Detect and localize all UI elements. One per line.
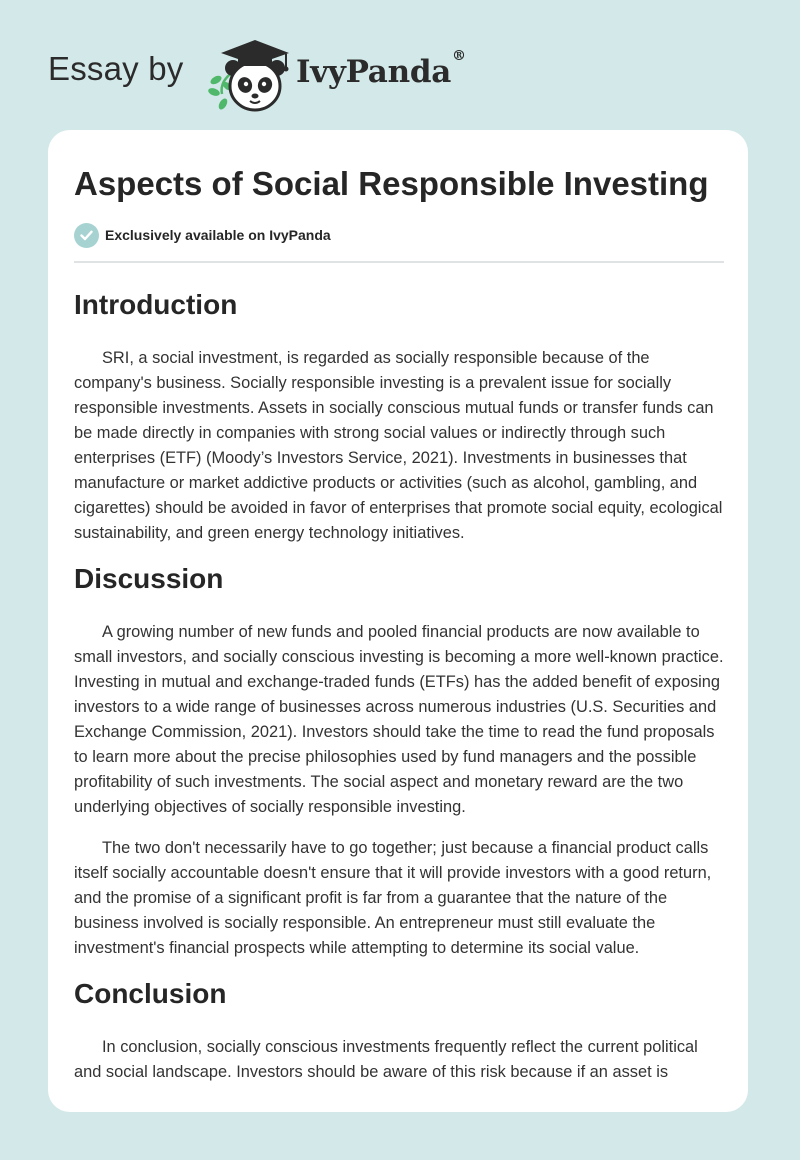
page-title: Aspects of Social Responsible Investing — [74, 165, 709, 202]
section-heading: Conclusion — [74, 978, 227, 1009]
essay-body — [74, 280, 724, 1085]
brand-name: IvyPanda® — [296, 48, 466, 90]
section-heading: Introduction — [74, 289, 238, 320]
section-discussion — [74, 558, 724, 961]
paragraph: The two don't necessarily have to go together; just because a financial product calls itself socially accountable doesn't ensure that it will provide investors with a good return, and the promise of a significant profit is far from a guarantee that the nature of the business involved is socially responsible. An entrepreneur must still evaluate the investment's financial prospects while attempting to determine its social value. — [74, 839, 712, 957]
paragraph: In conclusion, socially conscious investments frequently reflect the current political and social landscape. Investors should be aware of this risk because if an asset is — [74, 1038, 698, 1081]
essay-card — [48, 130, 748, 1112]
brand-prefix: Essay by — [48, 50, 184, 87]
paragraph: A growing number of new funds and pooled financial products are now available to small investors, and socially conscious investing is becoming a more well-known practice. Investing in mutual and exchange-traded funds (ETFs) has the added benefit of exposing investors to a wide range of businesses across numerous industries (U.S. Securities and Exchange Commission, 2021). Investors should take the time to read the fund proposals to learn more about the precise philosophies used by fund managers and the possible profitability of such investments. The social aspect and monetary reward are the two underlying objectives of socially responsible investing. — [74, 623, 724, 816]
section-heading: Discussion — [74, 563, 224, 594]
site-brand[interactable] — [48, 34, 508, 114]
check-circle-icon — [74, 223, 99, 248]
panda-logo-icon — [200, 34, 298, 114]
section-introduction — [74, 284, 724, 546]
exclusive-badge — [74, 222, 331, 248]
divider — [74, 261, 724, 263]
paragraph: SRI, a social investment, is regarded as socially responsible because of the company's business. Socially responsible investing is a prevalent issue for socially responsible investments. Assets in socially conscious mutual funds or transfer funds can be made directly in companies with strong social values or indirectly through such enterprises (ETF) (Moody’s Investors Service, 2021). Investments in businesses that manufacture or market addictive products or activities (such as alcohol, gambling, and cigarettes) should be avoided in favor of enterprises that promote social equity, ecological sustainability, and green energy technology initiatives. — [74, 349, 723, 542]
registered-mark: ® — [452, 48, 466, 64]
badge-text: Exclusively available on IvyPanda — [105, 227, 331, 243]
section-conclusion — [74, 973, 724, 1085]
